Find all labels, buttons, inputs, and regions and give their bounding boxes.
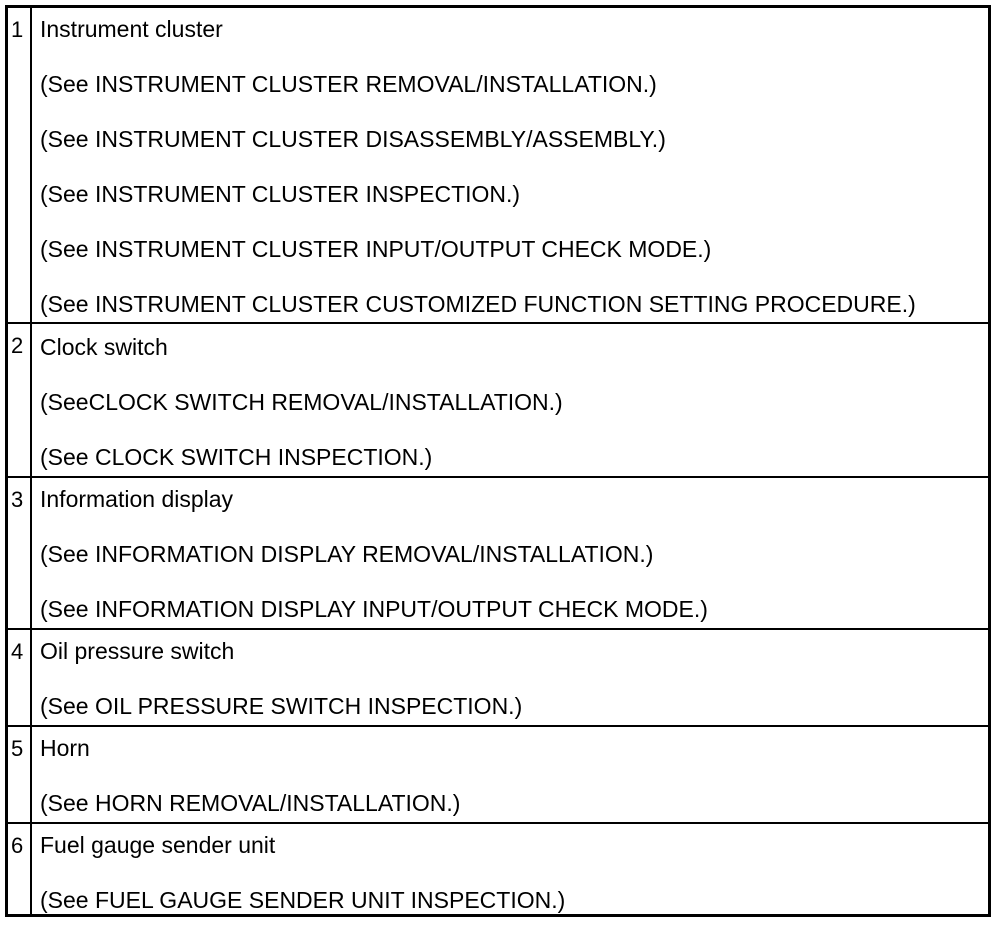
component-name: Instrument cluster <box>40 16 223 42</box>
item-number: 6 <box>11 833 24 858</box>
reference-link[interactable]: (See INSTRUMENT CLUSTER INPUT/OUTPUT CHECK MODE.) <box>40 236 712 262</box>
reference-link[interactable]: (See INSTRUMENT CLUSTER CUSTOMIZED FUNCTION SETTING PROCEDURE.) <box>40 291 916 317</box>
reference-link[interactable]: (See INSTRUMENT CLUSTER REMOVAL/INSTALLATION.) <box>40 71 657 97</box>
reference-link[interactable]: (See INSTRUMENT CLUSTER DISASSEMBLY/ASSEMBLY.) <box>40 126 666 152</box>
item-number-cell <box>8 8 32 322</box>
table-row <box>8 630 988 727</box>
reference-link[interactable]: (See FUEL GAUGE SENDER UNIT INSPECTION.) <box>40 887 566 913</box>
item-number: 1 <box>11 17 24 42</box>
component-reference-table <box>5 5 991 917</box>
reference-link[interactable]: (See HORN REMOVAL/INSTALLATION.) <box>40 790 461 816</box>
table-row <box>8 478 988 630</box>
table-row <box>8 727 988 824</box>
item-number-cell <box>8 630 32 725</box>
component-name: Fuel gauge sender unit <box>40 832 276 858</box>
reference-link[interactable]: (SeeCLOCK SWITCH REMOVAL/INSTALLATION.) <box>40 389 563 415</box>
reference-link[interactable]: (See INFORMATION DISPLAY REMOVAL/INSTALLATION.) <box>40 541 654 567</box>
item-number: 2 <box>11 333 24 358</box>
item-number-cell <box>8 824 32 914</box>
table-row <box>8 8 988 324</box>
component-name: Information display <box>40 486 234 512</box>
table-row <box>8 324 988 478</box>
component-name: Oil pressure switch <box>40 638 235 664</box>
item-number-cell <box>8 727 32 822</box>
reference-link[interactable]: (See INSTRUMENT CLUSTER INSPECTION.) <box>40 181 521 207</box>
item-number-cell <box>8 478 32 628</box>
component-name: Horn <box>40 735 90 761</box>
component-name: Clock switch <box>40 334 168 360</box>
reference-link[interactable]: (See CLOCK SWITCH INSPECTION.) <box>40 444 433 470</box>
item-number-cell <box>8 324 32 476</box>
item-number: 5 <box>11 736 24 761</box>
reference-link[interactable]: (See INFORMATION DISPLAY INPUT/OUTPUT CHECK MODE.) <box>40 596 708 622</box>
reference-link[interactable]: (See OIL PRESSURE SWITCH INSPECTION.) <box>40 693 523 719</box>
item-number: 4 <box>11 639 24 664</box>
table-row <box>8 824 988 914</box>
item-number: 3 <box>11 487 24 512</box>
